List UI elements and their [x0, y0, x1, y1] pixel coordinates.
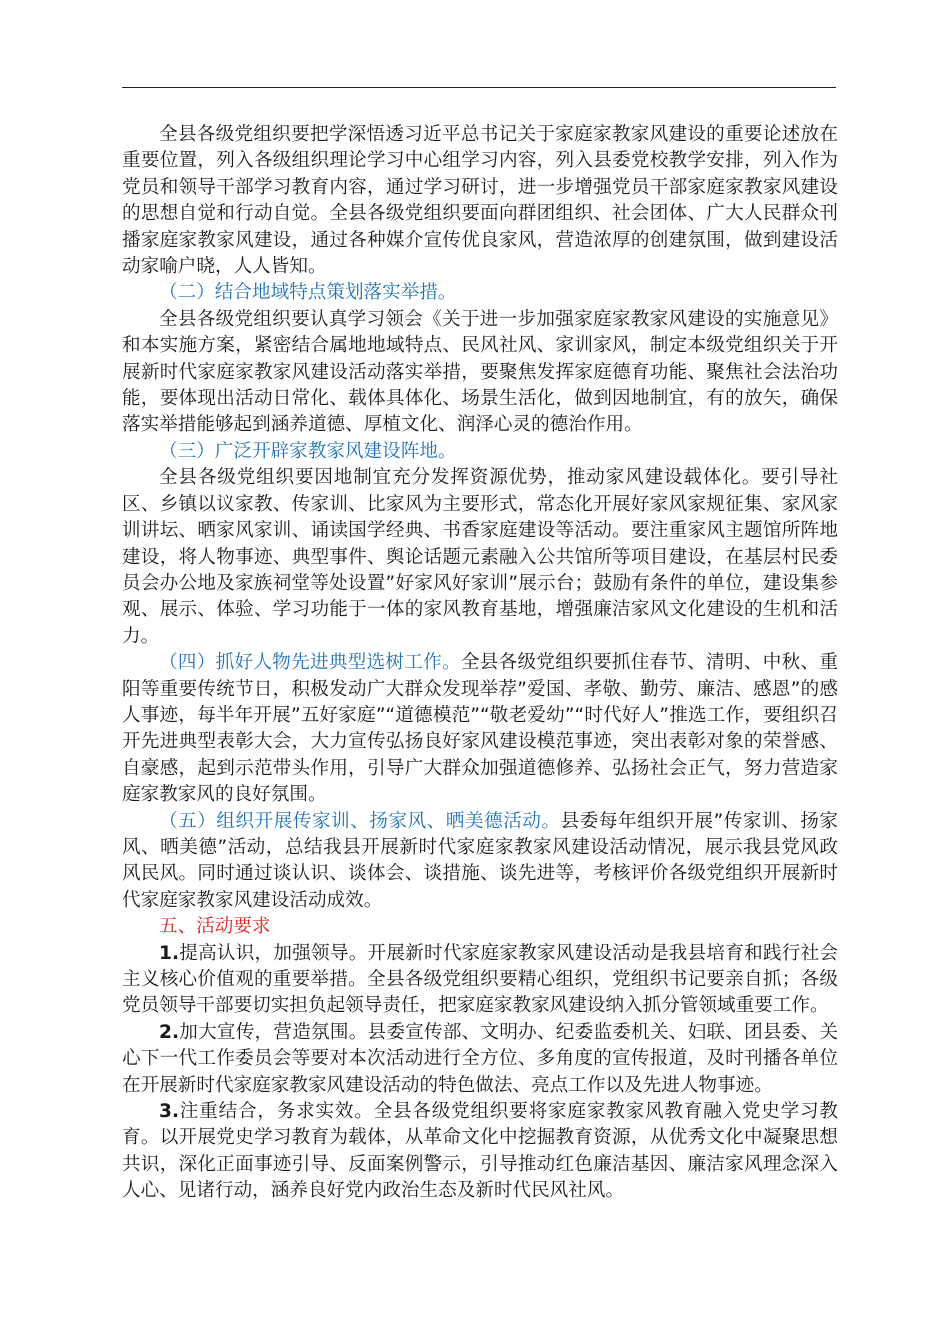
section-5-paragraph [122, 809, 838, 915]
document-body [122, 122, 838, 1205]
section-2-title: （二）结合地域特点策划落实举措。 [159, 282, 457, 304]
requirement-3-paragraph [122, 1099, 838, 1205]
chapter-5-heading [122, 914, 838, 940]
requirement-1-paragraph [122, 941, 838, 1020]
section-3-heading [122, 439, 838, 465]
requirement-3-number: 3. [159, 1101, 180, 1123]
section-4-title: （四）抓好人物先进典型选树工作。 [159, 652, 461, 674]
section-4-paragraph [122, 650, 838, 808]
header-rule [122, 87, 836, 88]
requirement-2-text: 加大宣传，营造氛围。县委宣传部、文明办、纪委监委机关、妇联、团县委、关心下一代工作委员会等要对本次活动进行全方位、多角度的宣传报道，及时刊播各单位在开展新时代家庭家教家风建设活动的特色做法、亮点工作以及先进人物事迹。 [122, 1021, 838, 1096]
requirement-1-number: 1. [159, 942, 180, 964]
requirement-2-paragraph [122, 1020, 838, 1099]
requirement-1-text: 提高认识，加强领导。开展新时代家庭家教家风建设活动是我县培育和践行社会主义核心价值观的重要举措。全县各级党组织要精心组织，党组织书记要亲自抓；各级党员领导干部要切实担负起领导责任，把家庭家教家风建设纳入抓分管领域重要工作。 [122, 942, 838, 1017]
section-3-paragraph: 全县各级党组织要因地制宜充分发挥资源优势，推动家风建设载体化。要引导社区、乡镇以议家教、传家训、比家风为主要形式，常态化开展好家风家规征集、家风家训讲坛、晒家风家训、诵读国学经典、书香家庭建设等活动。要注重家风主题馆所阵地建设，将人物事迹、典型事件、舆论话题元素融入公共馆所等项目建设，在基层村民委员会办公地及家族祠堂等处设置”好家风好家训”展示台；鼓励有条件的单位，建设集参观、展示、体验、学习功能于一体的家风教育基地，增强廉洁家风文化建设的生机和活力。 [122, 467, 838, 647]
section-4-body: 全县各级党组织要抓住春节、清明、中秋、重阳等重要传统节日，积极发动广大群众发现举荐”爱国、孝敬、勤劳、廉洁、感恩”的感人事迹，每半年开展”五好家庭”“道德模范”“敬老爱幼”“时代好人”推选工作，要组织召开先进典型表彰大会，大力宣传弘扬良好家风建设模范事迹，突出表彰对象的荣誉感、自豪感，起到示范带头作用，引导广大群众加强道德修养、弘扬社会正气，努力营造家庭家教家风的良好氛围。 [122, 652, 838, 806]
chapter-5-title: 五、活动要求 [159, 916, 271, 938]
section-5-title: （五）组织开展传家训、扬家风、晒美德活动。 [159, 810, 561, 832]
intro-paragraph: 全县各级党组织要把学深悟透习近平总书记关于家庭家教家风建设的重要论述放在重要位置，列入各级组织理论学习中心组学习内容，列入县委党校教学安排，列入作为党员和领导干部学习教育内容，通过学习研讨，进一步增强党员干部家庭家教家风建设的思想自觉和行动自觉。全县各级党组织要面向群团组织、社会团体、广大人民群众刊播家庭家教家风建设，通过各种媒介宣传优良家风，营造浓厚的创建氛围，做到建设活动家喻户晓，人人皆知。 [122, 124, 838, 278]
section-5-body: 县委每年组织开展”传家训、扬家风、晒美德”活动，总结我县开展新时代家庭家教家风建设活动情况，展示我县党风政风民风。同时通过谈认识、谈体会、谈措施、谈先进等，考核评价各级党组织开展新时代家庭家教家风建设活动成效。 [122, 810, 838, 911]
section-2-heading [122, 280, 838, 306]
section-2-paragraph: 全县各级党组织要认真学习领会《关于进一步加强家庭家教家风建设的实施意见》和本实施方案，紧密结合属地地域特点、民风社风、家训家风，制定本级党组织关于开展新时代家庭家教家风建设活动落实举措，要聚焦发挥家庭德育功能、聚焦社会法治功能，要体现出活动日常化、载体具体化、场景生活化，做到因地制宜，有的放矢，确保落实举措能够起到涵养道德、厚植文化、润泽心灵的德治作用。 [122, 308, 838, 436]
requirement-2-number: 2. [159, 1021, 180, 1043]
section-3-title: （三）广泛开辟家教家风建设阵地。 [159, 440, 457, 462]
requirement-3-text: 注重结合，务求实效。全县各级党组织要将家庭家教家风教育融入党史学习教育。以开展党史学习教育为载体，从革命文化中挖掘教育资源，从优秀文化中凝聚思想共识，深化正面事迹引导、反面案例警示，引导推动红色廉洁基因、廉洁家风理念深入人心、见诸行动，涵养良好党内政治生态及新时代民风社风。 [122, 1101, 838, 1202]
